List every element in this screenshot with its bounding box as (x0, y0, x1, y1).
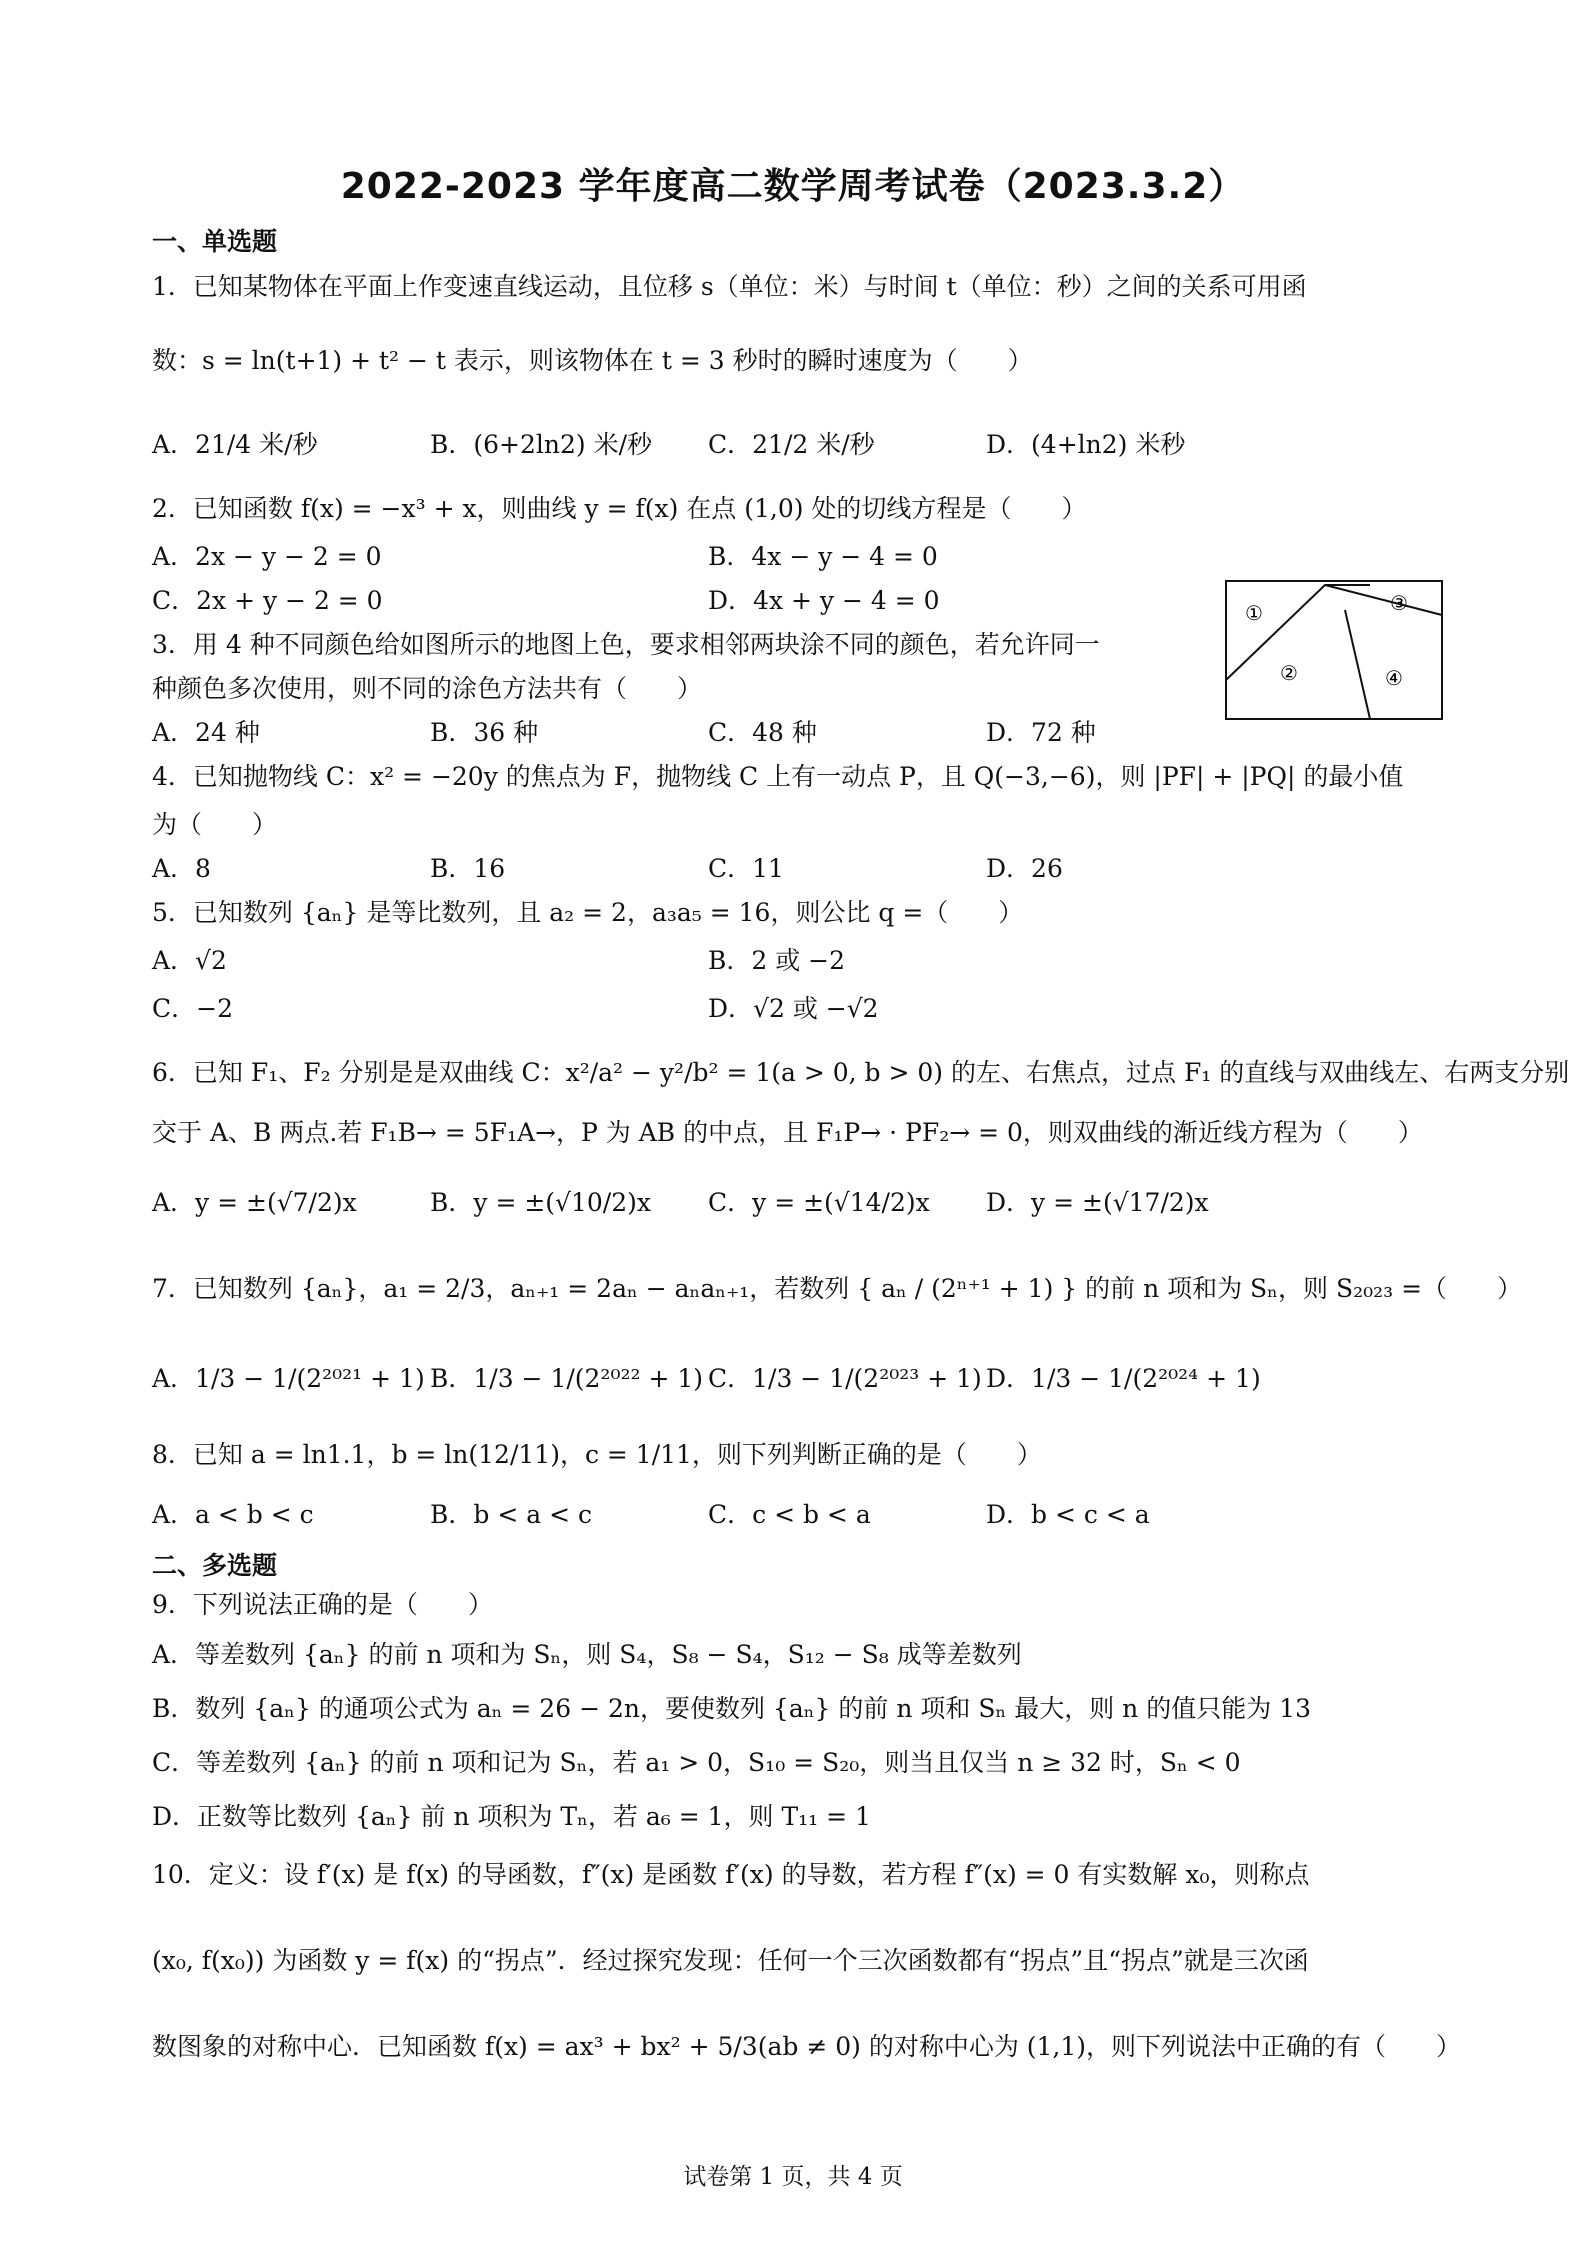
q6-option-b: B．y = ±(√10/2)x (430, 1188, 651, 1217)
q3-stem-line1: 3．用 4 种不同颜色给如图所示的地图上色，要求相邻两块涂不同的颜色，若允许同一 (152, 630, 1100, 659)
q2-option-c: C．2x + y − 2 = 0 (152, 586, 383, 615)
q6-stem-line1: 6．已知 F₁、F₂ 分别是是双曲线 C：x²/a² − y²/b² = 1(a > 0, b > 0) 的左、右焦点，过点 F₁ 的直线与双曲线左、右两支分别 (152, 1058, 1570, 1087)
q2-stem: 2．已知函数 f(x) = −x³ + x，则曲线 y = f(x) 在点 (1,0) 处的切线方程是（ ） (152, 494, 1087, 523)
q8-option-b: B．b < a < c (430, 1500, 592, 1529)
q6-stem-line2: 交于 A、B 两点.若 F₁B→ = 5F₁A→，P 为 AB 的中点，且 F₁P→ · PF₂→ = 0，则双曲线的渐近线方程为（ ） (152, 1118, 1423, 1147)
q3-option-d: D．72 种 (986, 718, 1096, 747)
q9-option-b: B．数列 {aₙ} 的通项公式为 aₙ = 26 − 2n，要使数列 {aₙ} 的前 n 项和 Sₙ 最大，则 n 的值只能为 13 (152, 1694, 1311, 1723)
q9-option-d: D．正数等比数列 {aₙ} 前 n 项积为 Tₙ，若 a₆ = 1，则 T₁₁ = 1 (152, 1802, 871, 1831)
q1-option-b: B．(6+2ln2) 米/秒 (430, 430, 653, 459)
q9-option-c: C．等差数列 {aₙ} 的前 n 项和记为 Sₙ，若 a₁ > 0，S₁₀ = S₂₀，则当且仅当 n ≥ 32 时，Sₙ < 0 (152, 1748, 1241, 1777)
q4-option-c: C．11 (708, 854, 784, 883)
q10-stem-line2: (x₀, f(x₀)) 为函数 y = f(x) 的“拐点”．经过探究发现：任何一个三次函数都有“拐点”且“拐点”就是三次函 (152, 1946, 1309, 1975)
q7-stem: 7．已知数列 {aₙ}，a₁ = 2/3，aₙ₊₁ = 2aₙ − aₙaₙ₊₁，若数列 { aₙ / (2ⁿ⁺¹ + 1) } 的前 n 项和为 Sₙ，则 S₂₀₂₃ =（ ） (152, 1274, 1523, 1303)
q7-option-c: C．1/3 − 1/(2²⁰²³ + 1) (708, 1364, 982, 1393)
map-label-3: ③ (1390, 591, 1408, 615)
q5-option-b: B．2 或 −2 (708, 946, 846, 975)
q8-option-c: C．c < b < a (708, 1500, 871, 1529)
q2-option-b: B．4x − y − 4 = 0 (708, 542, 938, 571)
section-single-choice: 一、单选题 (152, 227, 278, 256)
q7-option-b: B．1/3 − 1/(2²⁰²² + 1) (430, 1364, 704, 1393)
q8-option-a: A．a < b < c (152, 1500, 314, 1529)
q6-option-a: A．y = ±(√7/2)x (152, 1188, 357, 1217)
q8-option-d: D．b < c < a (986, 1500, 1150, 1529)
map-label-2: ② (1280, 661, 1298, 685)
q1-option-a: A．21/4 米/秒 (152, 430, 318, 459)
page-title: 2022-2023 学年度高二数学周考试卷（2023.3.2） (340, 166, 1246, 207)
q2-option-d: D．4x + y − 4 = 0 (708, 586, 940, 615)
q3-option-b: B．36 种 (430, 718, 539, 747)
q9-stem: 9．下列说法正确的是（ ） (152, 1590, 493, 1619)
q3-option-a: A．24 种 (152, 718, 260, 747)
q9-option-a: A．等差数列 {aₙ} 的前 n 项和为 Sₙ，则 S₄，S₈ − S₄，S₁₂ − S₈ 成等差数列 (152, 1640, 1022, 1669)
q8-stem: 8．已知 a = ln1.1，b = ln(12/11)，c = 1/11，则下列判断正确的是（ ） (152, 1440, 1042, 1469)
map-label-1: ① (1245, 601, 1263, 625)
q1-stem-line2: 数：s = ln(t+1) + t² − t 表示，则该物体在 t = 3 秒时的瞬时速度为（ ） (152, 346, 1033, 375)
q5-stem: 5．已知数列 {aₙ} 是等比数列，且 a₂ = 2，a₃a₅ = 16，则公比 q =（ ） (152, 898, 1024, 927)
q2-option-a: A．2x − y − 2 = 0 (152, 542, 382, 571)
q7-option-a: A．1/3 − 1/(2²⁰²¹ + 1) (152, 1364, 425, 1393)
q10-stem-line1: 10．定义：设 f′(x) 是 f(x) 的导函数，f″(x) 是函数 f′(x) 的导数，若方程 f″(x) = 0 有实数解 x₀，则称点 (152, 1860, 1310, 1889)
q6-option-c: C．y = ±(√14/2)x (708, 1188, 930, 1217)
q7-option-d: D．1/3 − 1/(2²⁰²⁴ + 1) (986, 1364, 1261, 1393)
q5-option-a: A．√2 (152, 946, 227, 975)
q6-option-d: D．y = ±(√17/2)x (986, 1188, 1209, 1217)
q4-option-b: B．16 (430, 854, 506, 883)
q3-option-c: C．48 种 (708, 718, 817, 747)
section-multiple-choice: 二、多选题 (152, 1551, 278, 1580)
q5-option-d: D．√2 或 −√2 (708, 994, 879, 1023)
q1-stem-line1: 1．已知某物体在平面上作变速直线运动，且位移 s（单位：米）与时间 t（单位：秒）之间的关系可用函 (152, 272, 1307, 301)
colored-map-figure (1225, 580, 1443, 720)
q4-stem-line2: 为（ ） (152, 810, 278, 839)
q3-stem-line2: 种颜色多次使用，则不同的涂色方法共有（ ） (152, 674, 703, 703)
q10-stem-line3: 数图象的对称中心．已知函数 f(x) = ax³ + bx² + 5/3(ab ≠ 0) 的对称中心为 (1,1)，则下列说法中正确的有（ ） (152, 2032, 1462, 2061)
map-label-4: ④ (1385, 666, 1403, 690)
q4-option-d: D．26 (986, 854, 1063, 883)
q1-option-d: D．(4+ln2) 米秒 (986, 430, 1186, 459)
q1-option-c: C．21/2 米/秒 (708, 430, 875, 459)
q4-option-a: A．8 (152, 854, 211, 883)
q5-option-c: C．−2 (152, 994, 233, 1023)
q4-stem-line1: 4．已知抛物线 C：x² = −20y 的焦点为 F，抛物线 C 上有一动点 P，且 Q(−3,−6)，则 |PF| + |PQ| 的最小值 (152, 762, 1404, 791)
page-footer: 试卷第 1 页，共 4 页 (683, 2164, 903, 2190)
